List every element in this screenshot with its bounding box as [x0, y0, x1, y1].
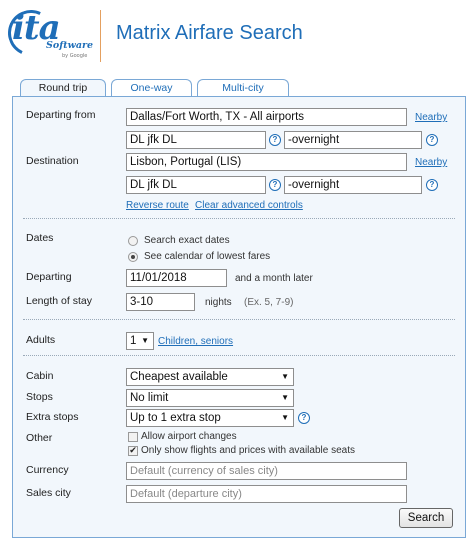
departing-date-input[interactable]: 11/01/2018 — [126, 269, 227, 287]
cabin-label: Cabin — [26, 370, 54, 382]
origin-routing-codes-input[interactable]: DL jfk DL — [126, 131, 266, 149]
stops-select[interactable] — [126, 389, 294, 407]
other-label: Other — [26, 432, 53, 444]
departing-label: Departing — [26, 271, 72, 283]
nights-unit-label: nights — [205, 297, 232, 308]
page-title: Matrix Airfare Search — [116, 22, 303, 44]
origin-nearby-link[interactable]: Nearby — [415, 112, 448, 123]
divider — [23, 319, 455, 320]
extra-stops-value: Up to 1 extra stop — [130, 412, 221, 424]
app-header — [0, 0, 476, 78]
reverse-route-link[interactable]: Reverse route — [126, 200, 189, 211]
stops-label: Stops — [26, 391, 53, 403]
allow-airport-changes-checkbox[interactable] — [128, 432, 138, 442]
search-button[interactable]: Search — [399, 508, 453, 528]
sales-city-label: Sales city — [26, 487, 71, 499]
check-icon: ✔ — [129, 446, 137, 456]
adults-label: Adults — [26, 334, 56, 346]
extra-stops-label: Extra stops — [26, 411, 79, 423]
departing-range-text: and a month later — [235, 273, 313, 284]
search-form-panel — [12, 96, 466, 538]
destination-label: Destination — [26, 155, 79, 167]
dates-label: Dates — [26, 232, 54, 244]
calendar-fares-radio[interactable] — [128, 252, 138, 262]
destination-routing-codes-input[interactable]: DL jfk DL — [126, 176, 266, 194]
exact-dates-option-label[interactable]: Search exact dates — [144, 235, 230, 246]
chevron-down-icon: ▼ — [281, 372, 289, 381]
adults-select[interactable] — [126, 332, 154, 350]
clear-advanced-controls-link[interactable]: Clear advanced controls — [195, 200, 303, 211]
cabin-select[interactable] — [126, 368, 294, 386]
only-available-seats-label[interactable]: Only show flights and prices with available seats — [141, 445, 355, 456]
help-icon[interactable]: ? — [269, 179, 281, 191]
logo-byline: by Google — [62, 53, 88, 59]
divider — [23, 355, 455, 356]
chevron-down-icon: ▼ — [281, 393, 289, 402]
chevron-down-icon: ▼ — [281, 413, 289, 422]
stay-example-hint: (Ex. 5, 7-9) — [244, 297, 294, 308]
help-icon[interactable]: ? — [426, 179, 438, 191]
cabin-value: Cheapest available — [130, 371, 228, 383]
tab-multi-city[interactable]: Multi-city — [197, 79, 289, 96]
adults-value: 1 — [130, 335, 137, 347]
children-seniors-link[interactable]: Children, seniors — [158, 336, 234, 347]
origin-extension-codes-input[interactable]: -overnight — [284, 131, 422, 149]
ita-software-logo[interactable] — [12, 8, 94, 66]
logo-brand: ita — [12, 8, 60, 48]
departing-from-label: Departing from — [26, 109, 96, 121]
destination-nearby-link[interactable]: Nearby — [415, 157, 448, 168]
header-divider — [100, 10, 101, 62]
help-icon[interactable]: ? — [426, 134, 438, 146]
calendar-fares-option-label[interactable]: See calendar of lowest fares — [144, 251, 271, 262]
allow-airport-changes-label[interactable]: Allow airport changes — [141, 431, 237, 442]
origin-input[interactable]: Dallas/Fort Worth, TX - All airports — [126, 108, 407, 126]
help-icon[interactable]: ? — [269, 134, 281, 146]
extra-stops-select[interactable] — [126, 409, 294, 427]
chevron-down-icon: ▼ — [141, 336, 149, 345]
length-of-stay-label: Length of stay — [26, 295, 92, 307]
currency-label: Currency — [26, 464, 69, 476]
logo-sub: Software — [46, 40, 94, 51]
destination-extension-codes-input[interactable]: -overnight — [284, 176, 422, 194]
divider — [23, 218, 455, 219]
tab-one-way[interactable]: One-way — [111, 79, 192, 96]
currency-input[interactable]: Default (currency of sales city) — [126, 462, 407, 480]
sales-city-input[interactable]: Default (departure city) — [126, 485, 407, 503]
length-of-stay-input[interactable]: 3-10 — [126, 293, 195, 311]
destination-input[interactable]: Lisbon, Portugal (LIS) — [126, 153, 407, 171]
only-available-seats-checkbox[interactable] — [128, 446, 138, 456]
help-icon[interactable]: ? — [298, 412, 310, 424]
tab-round-trip[interactable]: Round trip — [20, 79, 106, 97]
stops-value: No limit — [130, 392, 169, 404]
exact-dates-radio[interactable] — [128, 236, 138, 246]
